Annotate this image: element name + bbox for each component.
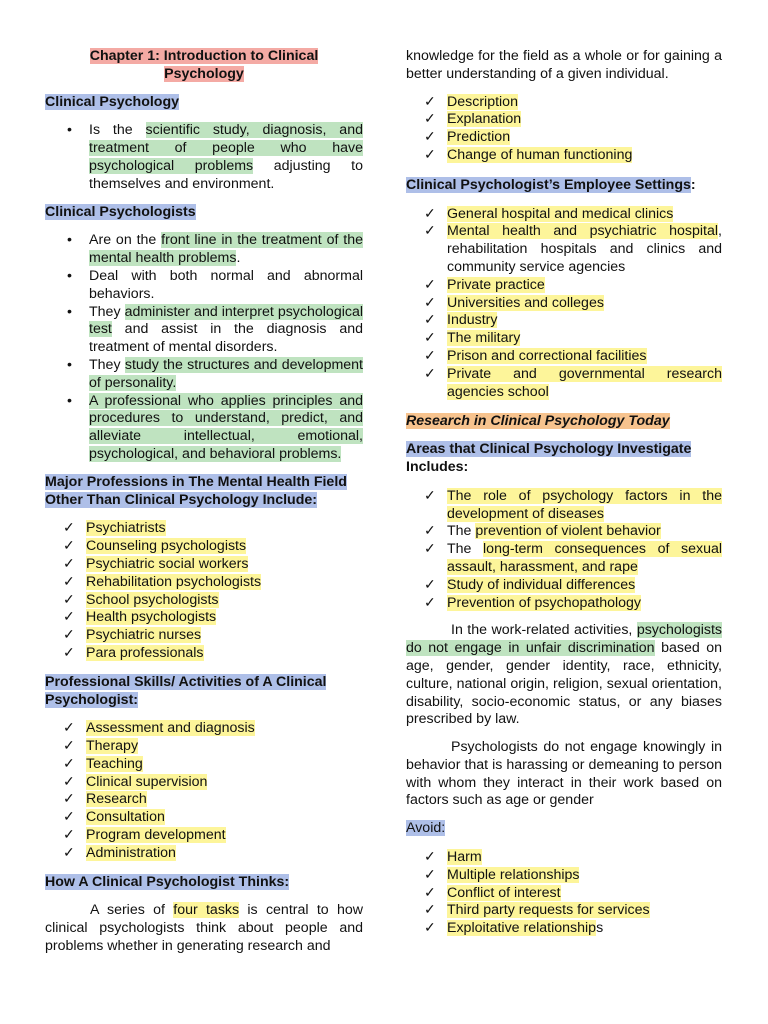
- list-item: ✓ Explanation: [424, 111, 522, 128]
- list-item: ✓ Conflict of interest: [424, 884, 561, 901]
- list-item: ✓ Exploitative relationships: [424, 920, 604, 937]
- list-item: ✓ Program development: [63, 827, 226, 844]
- check-icon: ✓: [424, 146, 436, 163]
- list-item: ✓ Counseling psychologists: [63, 538, 247, 555]
- check-icon: ✓: [424, 541, 436, 558]
- list-item: ✓ Change of human functioning: [424, 146, 633, 163]
- check-icon: ✓: [424, 365, 436, 382]
- check-icon: ✓: [424, 884, 436, 901]
- check-icon: ✓: [63, 573, 75, 590]
- check-icon: ✓: [424, 920, 436, 937]
- list-item: ✓ Psychiatric nurses: [63, 627, 202, 644]
- list-item: ✓ The role of psychology factors in the development of diseases: [424, 487, 722, 522]
- check-icon: ✓: [63, 720, 75, 737]
- check-icon: ✓: [63, 773, 75, 790]
- check-icon: ✓: [424, 276, 436, 293]
- areas-list: [424, 488, 722, 613]
- heading-areas-investigate: Areas that Clinical Psychology Investigate Includes:: [406, 441, 692, 475]
- avoid-list: [424, 849, 722, 938]
- list-item: ✓ Rehabilitation psychologists: [63, 573, 262, 590]
- check-icon: ✓: [424, 902, 436, 919]
- list-item: • They study the structures and development of personality.: [61, 357, 363, 393]
- list-item: • Deal with both normal and abnormal behaviors.: [61, 268, 363, 304]
- paragraph-discrimination: In the work-related activities, psychologists do not engage in unfair discrimination based on age, gender, gender identity, race, ethnicity, culture, national origin, religion, sexual orientation, disability, socio-economic status, or any biases prescribed by law.: [406, 622, 722, 728]
- list-item: ✓ Third party requests for services: [424, 902, 650, 919]
- list-item: ✓ Prison and correctional facilities: [424, 347, 647, 364]
- check-icon: ✓: [63, 827, 75, 844]
- check-icon: ✓: [424, 523, 436, 540]
- list-item: ✓ Consultation: [63, 809, 165, 826]
- paragraph-four-tasks: A series of four tasks is central to how clinical psychologists think about people and problems whether in generating research and: [45, 902, 363, 955]
- list-item: ✓ The prevention of violent behavior: [424, 523, 661, 540]
- skills-list: [63, 720, 363, 862]
- heading-major-professions: Major Professions in The Mental Health Field Other Than Clinical Psychology Include:: [45, 473, 347, 508]
- major-professions-list: [63, 520, 363, 662]
- check-icon: ✓: [63, 809, 75, 826]
- list-item: ✓ Private practice: [424, 276, 545, 293]
- paragraph-continuation: knowledge for the field as a whole or for gaining a better understanding of a given individual.: [406, 48, 722, 82]
- check-icon: ✓: [63, 627, 75, 644]
- list-item: • Is the scientific study, diagnosis, and treatment of people who have psychological problems adjusting to themselves and environment.: [61, 122, 363, 193]
- paragraph-harassment: Psychologists do not engage knowingly in behavior that is harassing or demeaning to person with whom they interact in their work based on factors such as age or gender: [406, 739, 722, 809]
- list-item: ✓ Teaching: [63, 755, 143, 772]
- heading-clinical-psychologists: Clinical Psychologists: [45, 203, 196, 220]
- list-item: ✓ Prediction: [424, 129, 511, 146]
- list-item: • They administer and interpret psychological test and assist in the diagnosis and treatment of mental disorders.: [61, 304, 363, 357]
- list-item: ✓ The military: [424, 330, 521, 347]
- check-icon: ✓: [424, 93, 436, 110]
- check-icon: ✓: [424, 576, 436, 593]
- left-column: [45, 48, 363, 956]
- check-icon: ✓: [424, 487, 436, 504]
- check-icon: ✓: [424, 866, 436, 883]
- clinical-psychologists-list: [61, 232, 363, 463]
- check-icon: ✓: [63, 555, 75, 572]
- check-icon: ✓: [424, 223, 436, 240]
- check-icon: ✓: [63, 738, 75, 755]
- list-item: ✓ Prevention of psychopathology: [424, 594, 642, 611]
- check-icon: ✓: [63, 591, 75, 608]
- list-item: ✓ Clinical supervision: [63, 773, 208, 790]
- list-item: ✓ Industry: [424, 312, 498, 329]
- check-icon: ✓: [63, 644, 75, 661]
- list-item: ✓ Psychiatric social workers: [63, 555, 249, 572]
- list-item: ✓ The long-term consequences of sexual assault, harassment, and rape: [424, 541, 723, 575]
- list-item: ✓ Para professionals: [63, 644, 204, 661]
- list-item: ✓ Mental health and psychiatric hospital, rehabilitation hospitals and clinics and community service agencies: [424, 223, 722, 275]
- list-item: ✓ Private and governmental research agencies school: [424, 365, 722, 400]
- list-item: ✓ Universities and colleges: [424, 294, 604, 311]
- list-item: • A professional who applies principles and procedures to understand, predict, and alleviate intellectual, emotional, psychological, and behavioral problems.: [61, 393, 363, 464]
- check-icon: ✓: [63, 538, 75, 555]
- list-item: ✓ Research: [63, 791, 147, 808]
- check-icon: ✓: [424, 111, 436, 128]
- list-item: ✓ Harm: [424, 849, 482, 866]
- list-item: ✓ Study of individual differences: [424, 576, 636, 593]
- tasks-list: [424, 94, 722, 165]
- settings-list: [424, 206, 722, 402]
- check-icon: ✓: [424, 129, 436, 146]
- chapter-title: Chapter 1: Introduction to Clinical Psychology: [89, 48, 319, 82]
- check-icon: ✓: [424, 849, 436, 866]
- heading-research-today: Research in Clinical Psychology Today: [406, 413, 670, 430]
- list-item: ✓ Administration: [63, 844, 176, 861]
- list-item: ✓ Description: [424, 93, 518, 110]
- check-icon: ✓: [63, 609, 75, 626]
- check-icon: ✓: [63, 520, 75, 537]
- clinical-psychology-list: [61, 122, 363, 193]
- check-icon: ✓: [424, 347, 436, 364]
- check-icon: ✓: [424, 312, 436, 329]
- list-item: ✓ Psychiatrists: [63, 520, 166, 537]
- check-icon: ✓: [424, 205, 436, 222]
- check-icon: ✓: [63, 844, 75, 861]
- heading-avoid: Avoid:: [406, 820, 446, 837]
- check-icon: ✓: [63, 791, 75, 808]
- right-column: [406, 48, 722, 938]
- check-icon: ✓: [63, 755, 75, 772]
- list-item: ✓ Health psychologists: [63, 609, 217, 626]
- check-icon: ✓: [424, 594, 436, 611]
- heading-clinical-psychology: Clinical Psychology: [45, 93, 180, 110]
- list-item: ✓ General hospital and medical clinics: [424, 205, 674, 222]
- list-item: ✓ School psychologists: [63, 591, 219, 608]
- list-item: • Are on the front line in the treatment of the mental health problems.: [61, 232, 363, 268]
- list-item: ✓ Therapy: [63, 738, 139, 755]
- list-item: ✓ Assessment and diagnosis: [63, 720, 255, 737]
- check-icon: ✓: [424, 330, 436, 347]
- check-icon: ✓: [424, 294, 436, 311]
- heading-how-psychologist-thinks: How A Clinical Psychologist Thinks:: [45, 873, 290, 890]
- list-item: ✓ Multiple relationships: [424, 866, 580, 883]
- heading-employee-settings: Clinical Psychologist’s Employee Settings:: [406, 176, 696, 193]
- heading-professional-skills: Professional Skills/ Activities of A Clinical Psychologist:: [45, 673, 327, 708]
